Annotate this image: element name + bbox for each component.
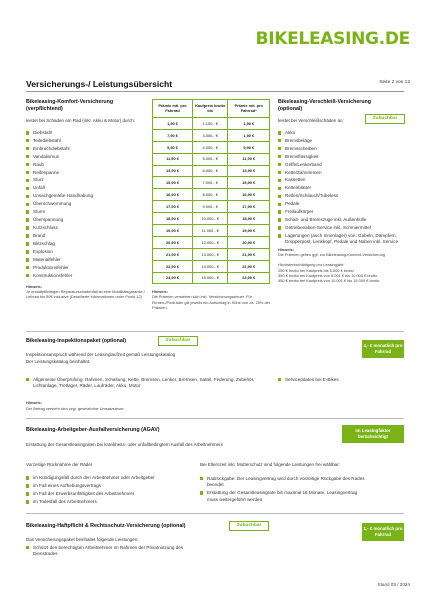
list-item: Akku	[278, 129, 406, 137]
table-cell: 15,90 €	[228, 177, 270, 189]
table-row	[153, 177, 270, 189]
list-item: Kette/Zahnriemen	[278, 169, 406, 177]
table-header: Prämie mtl. pro Fahrrad	[153, 100, 193, 118]
table-row	[153, 225, 270, 237]
table-cell: 20,90 €	[228, 236, 270, 248]
table-row	[153, 129, 270, 141]
list-item: Reifenpanne	[26, 169, 148, 177]
table-cell: 11,90 €	[153, 153, 193, 165]
list-item: Konstruktionsfehler	[26, 272, 148, 280]
table-cell: 14.000,- €	[192, 260, 228, 272]
list-item: Allgemeine Überprüfung: Rahmen, Schaltung, Kette, Bremsen, Lenker, Bremsen, Sattel, Federung, Zubehör, Lichtanlage, Tretlager, Räder, Laufräder, Akku, Motor	[26, 377, 276, 389]
list-item: im Fall der Erwerbsunfähigkeit des Arbeitnehmers	[26, 490, 196, 498]
list-item: Erstattung der Gesamtleasingrate bis maximal 18 Monate, Leasingvertrag muss weitergeführt werden	[200, 490, 366, 502]
list-item: Bremsbeläge	[278, 137, 406, 145]
list-item: Produktionsfehler	[26, 264, 148, 272]
table-row	[153, 165, 270, 177]
komfort-intro: leistet bei Schaden am Rad (inkl. Akku & Motor) durch:	[26, 117, 136, 123]
table-cell: 12.000,- €	[192, 236, 228, 248]
list-item: Servicepdates bei E-Bikes	[278, 377, 404, 383]
verschleiss-section	[278, 99, 406, 283]
list-item: Schützt den berechtigten Arbeitnehmer im Rahmen der Privatnutzung des Dienstrades	[26, 545, 206, 557]
list-item: Griffe/Lenkerband	[278, 161, 406, 169]
inspektion-note: Der Betrag versteht sich zzgl. gesetzlicher Umsatzsteuer	[26, 406, 124, 411]
table-row	[153, 153, 270, 165]
section-divider	[26, 513, 404, 514]
verschleiss-limit-3: 450 € brutto bei Kaufpreis von 10.001 € bis 15.000 € brutto	[278, 278, 380, 284]
table-cell: 18,90 €	[153, 213, 193, 225]
list-item: Kettenblätter	[278, 184, 406, 192]
haftpflicht-badge: Zubuchbar	[229, 521, 269, 531]
list-item: Überspannung	[26, 216, 148, 224]
list-item: Unsachgemäße Handhabung	[26, 192, 148, 200]
table-cell: 15,90 €	[153, 177, 193, 189]
table-cell: 11.000,- €	[192, 225, 228, 237]
table-row	[153, 189, 270, 201]
table-cell: 20,90 €	[153, 236, 193, 248]
table-cell: 22,90 €	[153, 260, 193, 272]
table-cell: 18,90 €	[228, 213, 270, 225]
list-item: Lagerungen (auch Innenlager) von: Gabeln, Dämpfern, Dropperpost, Lenkkopf, Pedale und Naben inkl. Service	[278, 232, 406, 246]
list-item: Sturm	[26, 208, 148, 216]
komfort-title: Bikeleasing-Komfort-Versicherung (verpflichtend)	[26, 99, 114, 112]
list-item: im Todesfall des Arbeitnehmers	[26, 498, 196, 506]
table-cell: 8.000,- €	[192, 189, 228, 201]
table-cell: 7,90 €	[153, 129, 193, 141]
haftpflicht-title: Bikeleasing-Haftpflicht & Rechtsschutz-Versicherung (optional)	[26, 523, 186, 529]
verschleiss-title: Bikeleasing-Verschleiß-Versicherung (optional)	[278, 99, 372, 112]
table-cell: 16,90 €	[228, 189, 270, 201]
verschleiss-badge: Zubuchbar	[365, 114, 405, 124]
komfort-note: Je erstattpflichtigen Reparaturschadenfall ist eine Mobilitätsgarantie / Leihrad bis 50€ inklusive (Detaillierte Informationen unter Punkt 12)	[26, 288, 145, 300]
haftpflicht-intro: Das Versicherungspaket beinhaltet folgende Leistungen:	[26, 537, 139, 542]
komfort-section	[26, 99, 148, 299]
list-item: Reifen/Schlauch/Tubeless	[278, 192, 406, 200]
table-cell: 1,90 €	[228, 118, 270, 130]
list-item: Unfall	[26, 184, 148, 192]
list-item: Bremsflüssigkeit	[278, 153, 406, 161]
table-cell: 7.000,- €	[192, 177, 228, 189]
inspektion-price-badge: 4,- € monatlich pro Fahrrad	[362, 340, 404, 358]
verschleiss-note-title: Hinweis:	[278, 246, 294, 252]
agav-left-list	[26, 474, 196, 506]
list-item: Diebstahl	[26, 129, 148, 137]
table-row	[153, 213, 270, 225]
table-header: Kaufpreis brutto bis	[192, 100, 228, 118]
list-item: Kassetten	[278, 176, 406, 184]
list-item: Explosion	[26, 248, 148, 256]
table-cell: 10.000,- €	[192, 213, 228, 225]
komfort-list	[26, 129, 148, 280]
table-cell: 23,90 €	[228, 272, 270, 284]
list-item: Freilaufkörper	[278, 208, 406, 216]
table-cell: 19,90 €	[153, 225, 193, 237]
list-item: Schalt- und Bremszüge inkl. Außenhülle	[278, 216, 406, 224]
table-row	[153, 260, 270, 272]
list-item: Brand	[26, 232, 148, 240]
inspektion-badge: Zubuchbar	[158, 336, 198, 346]
agav-intro: Erstattung der Gesamtleasingraten bei krankheits- oder unfallbedingtem Ausfall des Arbeitnehmers	[26, 442, 223, 447]
table-row	[153, 201, 270, 213]
bikeleasing-logo: BIKELEASING.DE	[255, 29, 410, 49]
table-cell: 1,90 €	[228, 129, 270, 141]
inspektion-intro-2: Der Leistungskatalog beinhaltet:	[26, 359, 91, 364]
inspektion-note-title: Hinweis:	[26, 400, 42, 405]
agav-left-head: Vorzeitige Rücknahme der Räder	[26, 462, 93, 467]
table-row	[153, 236, 270, 248]
agav-right-list	[200, 476, 366, 505]
verschleiss-limit-1: 250 € brutto bei Kaufpreis bis 5.000 € brutto	[278, 267, 354, 273]
table-cell: 9.000,- €	[192, 201, 228, 213]
table-header: Prämie mtl. pro Fahrrad*	[228, 100, 270, 118]
table-cell: 22,90 €	[228, 260, 270, 272]
list-item: Vandalismus	[26, 153, 148, 161]
haftpflicht-list	[26, 545, 206, 559]
premium-table	[152, 99, 270, 284]
komfort-note-title: Hinweis:	[26, 283, 42, 289]
verschleiss-note: Die Prämien gelten ggf. zur Bikeleasing-Komfort-Versicherung	[278, 252, 386, 258]
list-item: Getriebenaben-Service inkl. Schmiermittel	[278, 224, 406, 232]
inspektion-title: Bikeleasing-Inspektionspaket (optional)	[26, 338, 127, 344]
agav-right-head: Bei Elternzeit inkl. Mutterschutz sind folgende Leistungen frei wählbar:	[200, 462, 340, 467]
table-cell: 19,90 €	[228, 225, 270, 237]
agav-title: Bikeleasing-Arbeitgeber-Ausfallversicherung (AGAV)	[26, 427, 160, 433]
list-item: Teilediebstahl	[26, 137, 148, 145]
list-item: Bremsscheiben	[278, 145, 406, 153]
table-cell: 21,90 €	[228, 248, 270, 260]
table-cell: 6.000,- €	[192, 165, 228, 177]
table-cell: 9,90 €	[228, 141, 270, 153]
table-cell: 17,90 €	[153, 201, 193, 213]
list-item: Blitzschlag	[26, 240, 148, 248]
table-cell: 13,90 €	[228, 165, 270, 177]
footer-stand: Stand 03 / 2024	[377, 582, 410, 587]
table-row	[153, 141, 270, 153]
table-row	[153, 248, 270, 260]
table-row	[153, 272, 270, 284]
verschleiss-limit-title: Höchstentschädigung pro Leasingjahr:	[278, 262, 345, 268]
inspektion-intro-1: Inspektionsanspruch während der Leasinglaufzeit gemäß Leistungskatalog	[26, 352, 176, 357]
table-cell: 4.000,- €	[192, 141, 228, 153]
page-number: Seite 2 von 12	[379, 80, 410, 85]
list-item: Raub	[26, 161, 148, 169]
table-cell: 15.000,- €	[192, 272, 228, 284]
table-cell: 5.000,- €	[192, 153, 228, 165]
list-item: Materialfehler	[26, 256, 148, 264]
table-note: Hinweis: Die Prämien verstehen sich inkl. Versicherungssteuer. Für Firmen-/Poolräder gilt jeweils ein Aufschlag in Höhe von ca. 25% der Prämien.	[152, 289, 271, 310]
list-item: Überschwemmung	[26, 200, 148, 208]
table-cell: 13,90 €	[153, 165, 193, 177]
table-row	[153, 118, 270, 130]
table-cell: 11,90 €	[228, 153, 270, 165]
section-divider	[26, 418, 404, 419]
verschleiss-intro: leistet bei Verschleißschäden an:	[278, 117, 344, 123]
table-cell: 3.000,- €	[192, 129, 228, 141]
agav-badge: im Leasingfaktor berücksichtigt	[342, 425, 404, 443]
table-cell: 23,90 €	[153, 272, 193, 284]
inspektion-list-left	[26, 377, 276, 391]
table-cell: 16,90 €	[153, 189, 193, 201]
title-divider	[26, 91, 404, 92]
table-cell: 1,90 €	[153, 118, 193, 130]
list-item: Pedale	[278, 200, 406, 208]
list-item: Radrückgabe: Der Leasingvertrag wird durch vorzeitige Rückgabe des Rades beendet	[200, 476, 366, 488]
section-divider	[26, 331, 404, 332]
list-item: Kurzschluss	[26, 224, 148, 232]
table-cell: 9,50 €	[153, 141, 193, 153]
list-item: Einbruchdiebstahl	[26, 145, 148, 153]
list-item: im Kündigungsfall durch den Arbeitnehmer oder Arbeitgeber	[26, 474, 196, 482]
table-cell: 13.000,- €	[192, 248, 228, 260]
verschleiss-limit-2: 350 € brutto bei Kaufpreis von 5.001 € bis 10.000 € brutto	[278, 272, 378, 278]
haftpflicht-price-badge: 1,- € monatlich pro Fahrrad	[362, 523, 404, 541]
page-title: Versicherungs-/ Leistungsübersicht	[26, 79, 173, 89]
list-item: im Fall eines Aufhebungsvertrags	[26, 482, 196, 490]
list-item: Sturz	[26, 176, 148, 184]
table-cell: 21,90 €	[153, 248, 193, 260]
verschleiss-list	[278, 129, 406, 246]
inspektion-list-right	[278, 377, 404, 385]
table-cell: 17,90 €	[228, 201, 270, 213]
table-cell: 1.100,- €	[192, 118, 228, 130]
